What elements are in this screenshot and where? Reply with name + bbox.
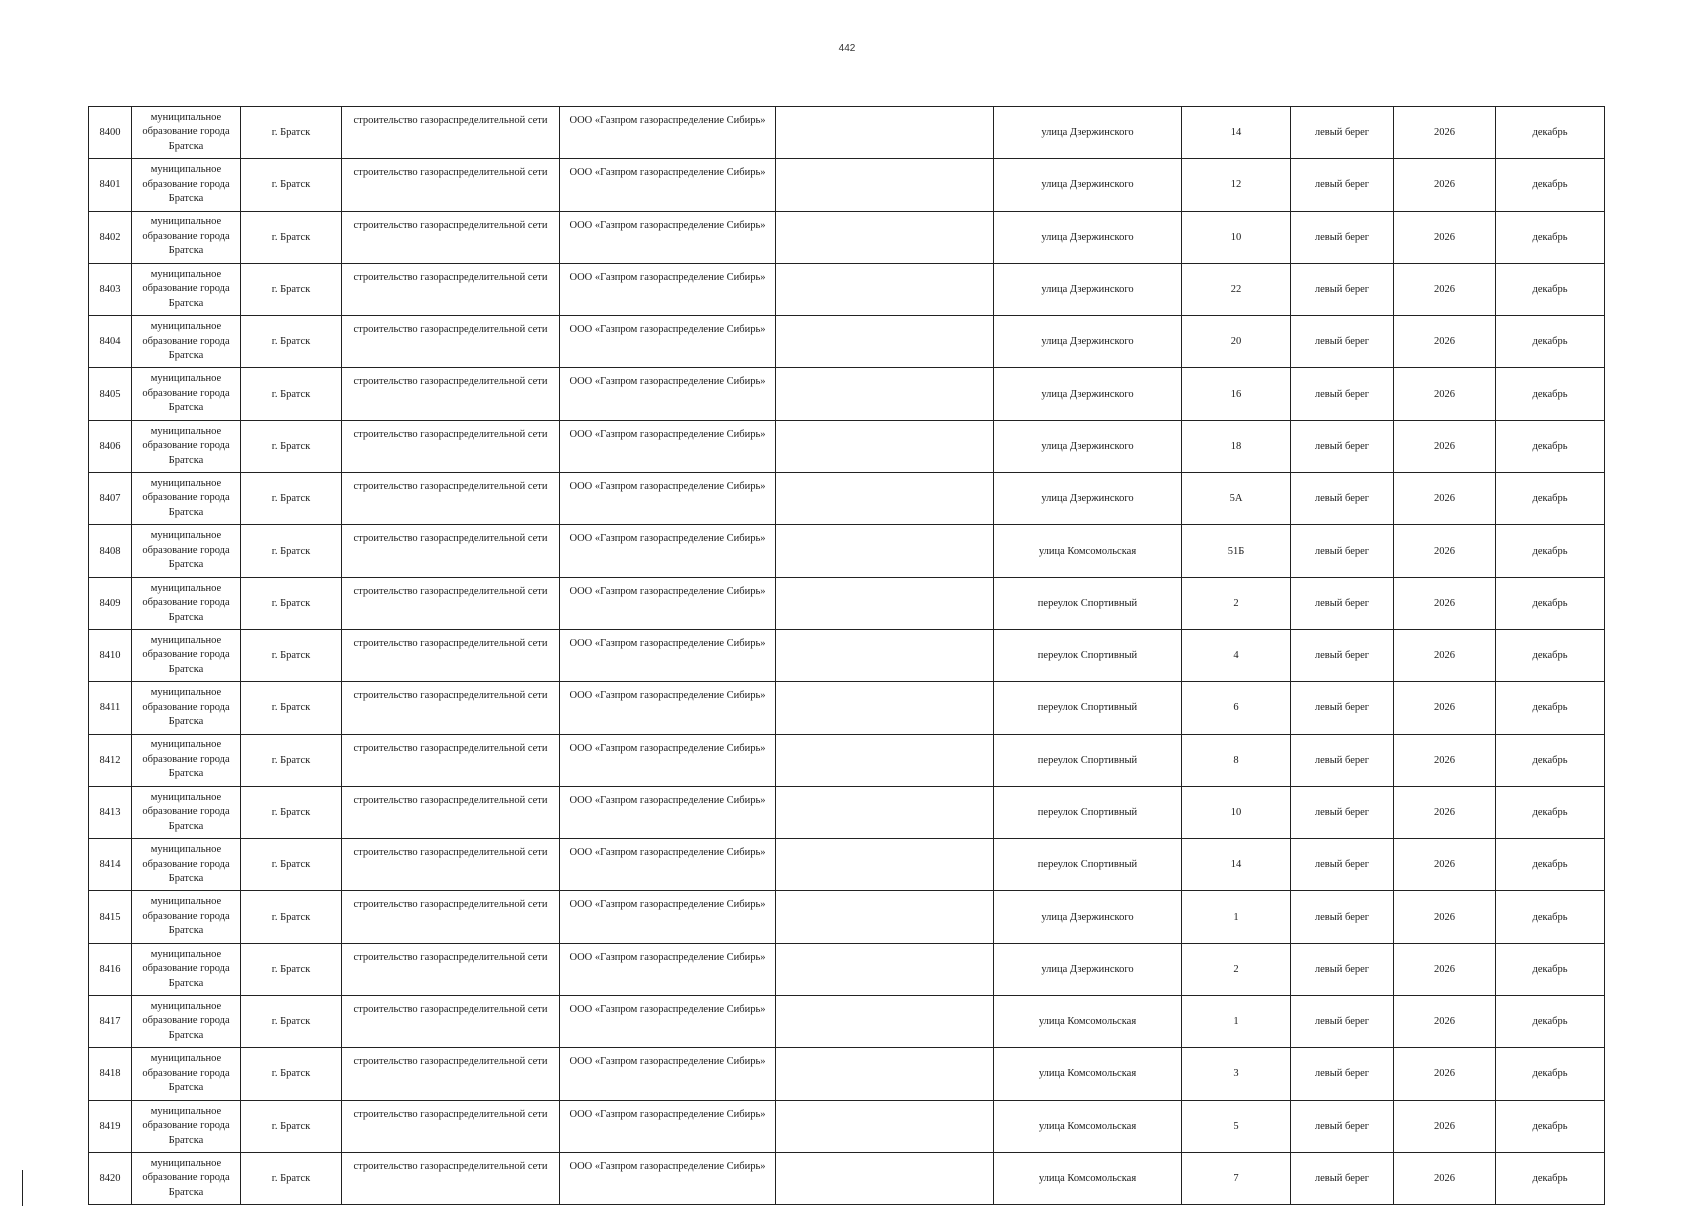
municipality-cell: муниципальное образование города Братска — [132, 420, 241, 472]
year-cell: 2026 — [1394, 996, 1496, 1048]
empty-cell — [776, 316, 994, 368]
year-cell: 2026 — [1394, 107, 1496, 159]
municipality-cell: муниципальное образование города Братска — [132, 682, 241, 734]
house-number-cell: 2 — [1182, 577, 1291, 629]
house-number-cell: 10 — [1182, 211, 1291, 263]
month-cell: декабрь — [1496, 891, 1605, 943]
row-number-cell: 8420 — [89, 1152, 132, 1204]
house-number-cell: 20 — [1182, 316, 1291, 368]
organization-cell: ООО «Газпром газораспределение Сибирь» — [560, 525, 776, 577]
organization-cell: ООО «Газпром газораспределение Сибирь» — [560, 368, 776, 420]
table-row — [89, 159, 1605, 211]
street-cell: улица Комсомольская — [994, 1152, 1182, 1204]
row-number-cell: 8404 — [89, 316, 132, 368]
house-number-cell: 1 — [1182, 891, 1291, 943]
month-cell: декабрь — [1496, 473, 1605, 525]
year-cell: 2026 — [1394, 1152, 1496, 1204]
work-type-cell: строительство газораспределительной сети — [342, 1152, 560, 1204]
city-cell: г. Братск — [241, 734, 342, 786]
row-number-cell: 8402 — [89, 211, 132, 263]
empty-cell — [776, 839, 994, 891]
work-type-cell: строительство газораспределительной сети — [342, 211, 560, 263]
city-cell: г. Братск — [241, 420, 342, 472]
row-number-cell: 8407 — [89, 473, 132, 525]
year-cell: 2026 — [1394, 525, 1496, 577]
street-cell: улица Дзержинского — [994, 107, 1182, 159]
table-row — [89, 996, 1605, 1048]
month-cell: декабрь — [1496, 786, 1605, 838]
month-cell: декабрь — [1496, 159, 1605, 211]
municipality-cell: муниципальное образование города Братска — [132, 839, 241, 891]
empty-cell — [776, 107, 994, 159]
house-number-cell: 10 — [1182, 786, 1291, 838]
year-cell: 2026 — [1394, 1048, 1496, 1100]
row-number-cell: 8401 — [89, 159, 132, 211]
house-number-cell: 18 — [1182, 420, 1291, 472]
row-number-cell: 8416 — [89, 943, 132, 995]
table-row — [89, 943, 1605, 995]
river-bank-cell: левый берег — [1291, 1152, 1394, 1204]
house-number-cell: 14 — [1182, 839, 1291, 891]
municipality-cell: муниципальное образование города Братска — [132, 786, 241, 838]
city-cell: г. Братск — [241, 682, 342, 734]
row-number-cell: 8406 — [89, 420, 132, 472]
house-number-cell: 4 — [1182, 629, 1291, 681]
organization-cell: ООО «Газпром газораспределение Сибирь» — [560, 629, 776, 681]
street-cell: улица Комсомольская — [994, 1100, 1182, 1152]
municipality-cell: муниципальное образование города Братска — [132, 1152, 241, 1204]
river-bank-cell: левый берег — [1291, 263, 1394, 315]
empty-cell — [776, 1152, 994, 1204]
street-cell: переулок Спортивный — [994, 734, 1182, 786]
empty-cell — [776, 734, 994, 786]
city-cell: г. Братск — [241, 943, 342, 995]
empty-cell — [776, 263, 994, 315]
year-cell: 2026 — [1394, 316, 1496, 368]
municipality-cell: муниципальное образование города Братска — [132, 629, 241, 681]
street-cell: переулок Спортивный — [994, 629, 1182, 681]
house-number-cell: 1 — [1182, 996, 1291, 1048]
table-row — [89, 473, 1605, 525]
city-cell: г. Братск — [241, 1152, 342, 1204]
river-bank-cell: левый берег — [1291, 107, 1394, 159]
organization-cell: ООО «Газпром газораспределение Сибирь» — [560, 1048, 776, 1100]
municipality-cell: муниципальное образование города Братска — [132, 473, 241, 525]
year-cell: 2026 — [1394, 263, 1496, 315]
street-cell: улица Дзержинского — [994, 159, 1182, 211]
city-cell: г. Братск — [241, 786, 342, 838]
year-cell: 2026 — [1394, 159, 1496, 211]
river-bank-cell: левый берег — [1291, 734, 1394, 786]
row-number-cell: 8409 — [89, 577, 132, 629]
work-type-cell: строительство газораспределительной сети — [342, 263, 560, 315]
empty-cell — [776, 577, 994, 629]
work-type-cell: строительство газораспределительной сети — [342, 316, 560, 368]
river-bank-cell: левый берег — [1291, 316, 1394, 368]
city-cell: г. Братск — [241, 316, 342, 368]
house-number-cell: 22 — [1182, 263, 1291, 315]
municipality-cell: муниципальное образование города Братска — [132, 368, 241, 420]
city-cell: г. Братск — [241, 1048, 342, 1100]
municipality-cell: муниципальное образование города Братска — [132, 734, 241, 786]
work-type-cell: строительство газораспределительной сети — [342, 734, 560, 786]
street-cell: переулок Спортивный — [994, 786, 1182, 838]
house-number-cell: 12 — [1182, 159, 1291, 211]
organization-cell: ООО «Газпром газораспределение Сибирь» — [560, 316, 776, 368]
row-number-cell: 8405 — [89, 368, 132, 420]
row-number-cell: 8417 — [89, 996, 132, 1048]
margin-mark — [22, 1170, 23, 1206]
river-bank-cell: левый берег — [1291, 1100, 1394, 1152]
row-number-cell: 8403 — [89, 263, 132, 315]
table-row — [89, 420, 1605, 472]
table-row — [89, 1100, 1605, 1152]
street-cell: переулок Спортивный — [994, 839, 1182, 891]
table-row — [89, 211, 1605, 263]
month-cell: декабрь — [1496, 211, 1605, 263]
organization-cell: ООО «Газпром газораспределение Сибирь» — [560, 420, 776, 472]
work-type-cell: строительство газораспределительной сети — [342, 682, 560, 734]
municipality-cell: муниципальное образование города Братска — [132, 316, 241, 368]
city-cell: г. Братск — [241, 159, 342, 211]
row-number-cell: 8412 — [89, 734, 132, 786]
city-cell: г. Братск — [241, 577, 342, 629]
work-type-cell: строительство газораспределительной сети — [342, 943, 560, 995]
city-cell: г. Братск — [241, 107, 342, 159]
river-bank-cell: левый берег — [1291, 839, 1394, 891]
month-cell: декабрь — [1496, 839, 1605, 891]
organization-cell: ООО «Газпром газораспределение Сибирь» — [560, 891, 776, 943]
municipality-cell: муниципальное образование города Братска — [132, 1100, 241, 1152]
table-row — [89, 525, 1605, 577]
street-cell: улица Дзержинского — [994, 420, 1182, 472]
month-cell: декабрь — [1496, 1048, 1605, 1100]
house-number-cell: 3 — [1182, 1048, 1291, 1100]
year-cell: 2026 — [1394, 682, 1496, 734]
street-cell: улица Дзержинского — [994, 211, 1182, 263]
month-cell: декабрь — [1496, 734, 1605, 786]
house-number-cell: 8 — [1182, 734, 1291, 786]
row-number-cell: 8400 — [89, 107, 132, 159]
table-row — [89, 107, 1605, 159]
empty-cell — [776, 943, 994, 995]
year-cell: 2026 — [1394, 420, 1496, 472]
work-type-cell: строительство газораспределительной сети — [342, 577, 560, 629]
month-cell: декабрь — [1496, 1100, 1605, 1152]
house-number-cell: 14 — [1182, 107, 1291, 159]
year-cell: 2026 — [1394, 734, 1496, 786]
municipality-cell: муниципальное образование города Братска — [132, 107, 241, 159]
month-cell: декабрь — [1496, 577, 1605, 629]
organization-cell: ООО «Газпром газораспределение Сибирь» — [560, 682, 776, 734]
river-bank-cell: левый берег — [1291, 211, 1394, 263]
year-cell: 2026 — [1394, 473, 1496, 525]
organization-cell: ООО «Газпром газораспределение Сибирь» — [560, 734, 776, 786]
row-number-cell: 8419 — [89, 1100, 132, 1152]
year-cell: 2026 — [1394, 629, 1496, 681]
empty-cell — [776, 996, 994, 1048]
street-cell: улица Дзержинского — [994, 473, 1182, 525]
work-type-cell: строительство газораспределительной сети — [342, 368, 560, 420]
river-bank-cell: левый берег — [1291, 420, 1394, 472]
empty-cell — [776, 420, 994, 472]
work-type-cell: строительство газораспределительной сети — [342, 1100, 560, 1152]
house-number-cell: 16 — [1182, 368, 1291, 420]
empty-cell — [776, 682, 994, 734]
municipality-cell: муниципальное образование города Братска — [132, 211, 241, 263]
empty-cell — [776, 891, 994, 943]
organization-cell: ООО «Газпром газораспределение Сибирь» — [560, 996, 776, 1048]
month-cell: декабрь — [1496, 420, 1605, 472]
year-cell: 2026 — [1394, 1100, 1496, 1152]
city-cell: г. Братск — [241, 211, 342, 263]
municipality-cell: муниципальное образование города Братска — [132, 159, 241, 211]
organization-cell: ООО «Газпром газораспределение Сибирь» — [560, 107, 776, 159]
city-cell: г. Братск — [241, 891, 342, 943]
municipality-cell: муниципальное образование города Братска — [132, 996, 241, 1048]
river-bank-cell: левый берег — [1291, 891, 1394, 943]
table-row — [89, 682, 1605, 734]
year-cell: 2026 — [1394, 839, 1496, 891]
municipality-cell: муниципальное образование города Братска — [132, 263, 241, 315]
month-cell: декабрь — [1496, 107, 1605, 159]
work-type-cell: строительство газораспределительной сети — [342, 1048, 560, 1100]
table-row — [89, 786, 1605, 838]
house-number-cell: 5 — [1182, 1100, 1291, 1152]
table-row — [89, 734, 1605, 786]
empty-cell — [776, 368, 994, 420]
river-bank-cell: левый берег — [1291, 682, 1394, 734]
work-type-cell: строительство газораспределительной сети — [342, 107, 560, 159]
organization-cell: ООО «Газпром газораспределение Сибирь» — [560, 263, 776, 315]
work-type-cell: строительство газораспределительной сети — [342, 996, 560, 1048]
work-type-cell: строительство газораспределительной сети — [342, 159, 560, 211]
river-bank-cell: левый берег — [1291, 525, 1394, 577]
organization-cell: ООО «Газпром газораспределение Сибирь» — [560, 786, 776, 838]
row-number-cell: 8418 — [89, 1048, 132, 1100]
city-cell: г. Братск — [241, 525, 342, 577]
row-number-cell: 8408 — [89, 525, 132, 577]
month-cell: декабрь — [1496, 943, 1605, 995]
month-cell: декабрь — [1496, 682, 1605, 734]
month-cell: декабрь — [1496, 316, 1605, 368]
street-cell: улица Дзержинского — [994, 943, 1182, 995]
street-cell: улица Комсомольская — [994, 525, 1182, 577]
house-number-cell: 5А — [1182, 473, 1291, 525]
work-type-cell: строительство газораспределительной сети — [342, 629, 560, 681]
work-type-cell: строительство газораспределительной сети — [342, 525, 560, 577]
street-cell: улица Дзержинского — [994, 316, 1182, 368]
work-type-cell: строительство газораспределительной сети — [342, 473, 560, 525]
house-number-cell: 7 — [1182, 1152, 1291, 1204]
street-cell: улица Комсомольская — [994, 996, 1182, 1048]
river-bank-cell: левый берег — [1291, 629, 1394, 681]
empty-cell — [776, 786, 994, 838]
work-type-cell: строительство газораспределительной сети — [342, 839, 560, 891]
river-bank-cell: левый берег — [1291, 473, 1394, 525]
table-row — [89, 316, 1605, 368]
row-number-cell: 8415 — [89, 891, 132, 943]
organization-cell: ООО «Газпром газораспределение Сибирь» — [560, 159, 776, 211]
month-cell: декабрь — [1496, 525, 1605, 577]
street-cell: улица Дзержинского — [994, 263, 1182, 315]
empty-cell — [776, 1100, 994, 1152]
year-cell: 2026 — [1394, 211, 1496, 263]
river-bank-cell: левый берег — [1291, 786, 1394, 838]
table-row — [89, 629, 1605, 681]
month-cell: декабрь — [1496, 629, 1605, 681]
house-number-cell: 2 — [1182, 943, 1291, 995]
river-bank-cell: левый берег — [1291, 577, 1394, 629]
organization-cell: ООО «Газпром газораспределение Сибирь» — [560, 1152, 776, 1204]
organization-cell: ООО «Газпром газораспределение Сибирь» — [560, 839, 776, 891]
year-cell: 2026 — [1394, 786, 1496, 838]
street-cell: переулок Спортивный — [994, 577, 1182, 629]
municipality-cell: муниципальное образование города Братска — [132, 891, 241, 943]
empty-cell — [776, 629, 994, 681]
empty-cell — [776, 1048, 994, 1100]
table-row — [89, 577, 1605, 629]
table-row — [89, 891, 1605, 943]
street-cell: улица Дзержинского — [994, 891, 1182, 943]
organization-cell: ООО «Газпром газораспределение Сибирь» — [560, 211, 776, 263]
river-bank-cell: левый берег — [1291, 943, 1394, 995]
municipality-cell: муниципальное образование города Братска — [132, 943, 241, 995]
table-row — [89, 839, 1605, 891]
table-row — [89, 1152, 1605, 1204]
empty-cell — [776, 525, 994, 577]
row-number-cell: 8414 — [89, 839, 132, 891]
empty-cell — [776, 159, 994, 211]
registry-table — [88, 106, 1605, 1205]
city-cell: г. Братск — [241, 473, 342, 525]
house-number-cell: 51Б — [1182, 525, 1291, 577]
municipality-cell: муниципальное образование города Братска — [132, 1048, 241, 1100]
organization-cell: ООО «Газпром газораспределение Сибирь» — [560, 577, 776, 629]
street-cell: переулок Спортивный — [994, 682, 1182, 734]
year-cell: 2026 — [1394, 943, 1496, 995]
month-cell: декабрь — [1496, 263, 1605, 315]
row-number-cell: 8410 — [89, 629, 132, 681]
river-bank-cell: левый берег — [1291, 996, 1394, 1048]
work-type-cell: строительство газораспределительной сети — [342, 420, 560, 472]
street-cell: улица Дзержинского — [994, 368, 1182, 420]
city-cell: г. Братск — [241, 996, 342, 1048]
empty-cell — [776, 473, 994, 525]
year-cell: 2026 — [1394, 577, 1496, 629]
row-number-cell: 8413 — [89, 786, 132, 838]
municipality-cell: муниципальное образование города Братска — [132, 577, 241, 629]
river-bank-cell: левый берег — [1291, 368, 1394, 420]
work-type-cell: строительство газораспределительной сети — [342, 786, 560, 838]
organization-cell: ООО «Газпром газораспределение Сибирь» — [560, 943, 776, 995]
city-cell: г. Братск — [241, 263, 342, 315]
municipality-cell: муниципальное образование города Братска — [132, 525, 241, 577]
table-row — [89, 1048, 1605, 1100]
table-row — [89, 263, 1605, 315]
page-number: 442 — [838, 43, 856, 54]
month-cell: декабрь — [1496, 368, 1605, 420]
table-row — [89, 368, 1605, 420]
house-number-cell: 6 — [1182, 682, 1291, 734]
city-cell: г. Братск — [241, 368, 342, 420]
street-cell: улица Комсомольская — [994, 1048, 1182, 1100]
river-bank-cell: левый берег — [1291, 1048, 1394, 1100]
work-type-cell: строительство газораспределительной сети — [342, 891, 560, 943]
organization-cell: ООО «Газпром газораспределение Сибирь» — [560, 473, 776, 525]
month-cell: декабрь — [1496, 996, 1605, 1048]
city-cell: г. Братск — [241, 629, 342, 681]
year-cell: 2026 — [1394, 891, 1496, 943]
row-number-cell: 8411 — [89, 682, 132, 734]
river-bank-cell: левый берег — [1291, 159, 1394, 211]
month-cell: декабрь — [1496, 1152, 1605, 1204]
empty-cell — [776, 211, 994, 263]
year-cell: 2026 — [1394, 368, 1496, 420]
city-cell: г. Братск — [241, 839, 342, 891]
city-cell: г. Братск — [241, 1100, 342, 1152]
organization-cell: ООО «Газпром газораспределение Сибирь» — [560, 1100, 776, 1152]
